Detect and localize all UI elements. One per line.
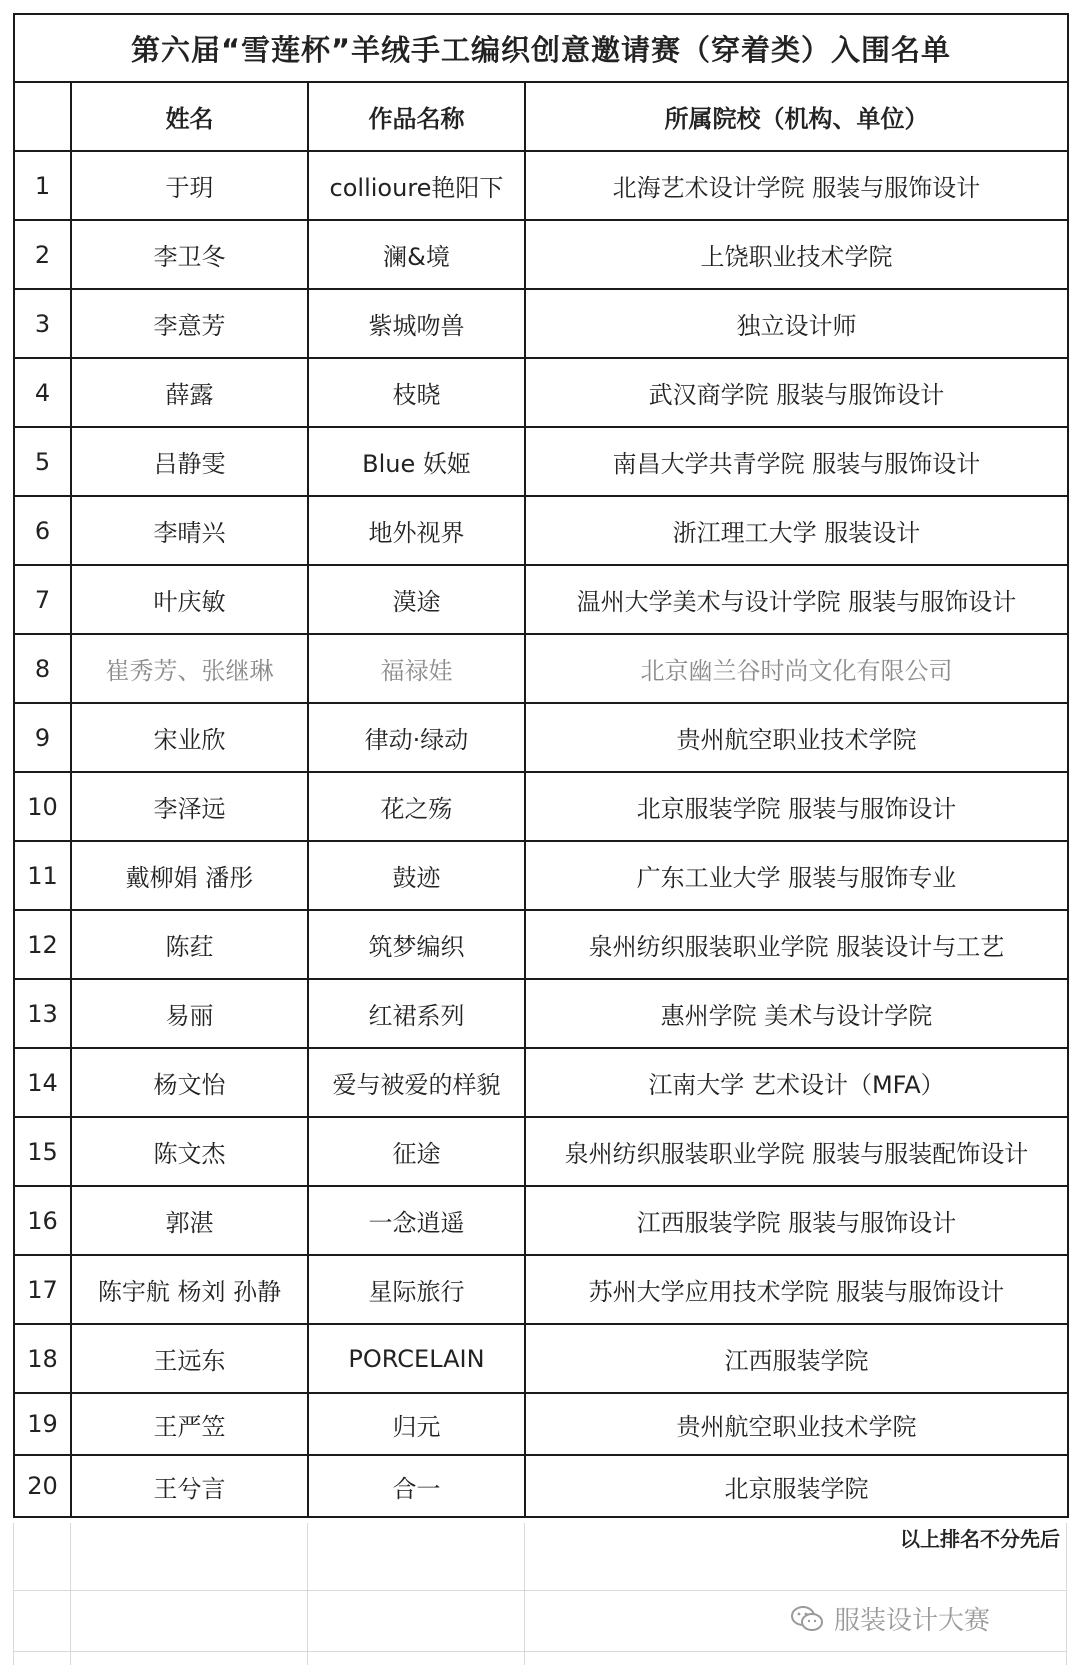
cell-school: 苏州大学应用技术学院 服装与服饰设计	[525, 1255, 1068, 1324]
table-row	[14, 1324, 1068, 1393]
cell-school: 江西服装学院	[525, 1324, 1068, 1393]
cell-work: 福禄娃	[308, 634, 525, 703]
table-row	[14, 703, 1068, 772]
table-row	[14, 841, 1068, 910]
table-row	[14, 1455, 1068, 1517]
cell-work: 归元	[308, 1393, 525, 1455]
table-row	[14, 910, 1068, 979]
cell-name: 宋业欣	[71, 703, 308, 772]
table-row	[14, 1393, 1068, 1455]
cell-school: 广东工业大学 服装与服饰专业	[525, 841, 1068, 910]
cell-index: 10	[14, 772, 71, 841]
table-row	[14, 565, 1068, 634]
cell-school: 温州大学美术与设计学院 服装与服饰设计	[525, 565, 1068, 634]
cell-name: 叶庆敏	[71, 565, 308, 634]
cell-index: 2	[14, 220, 71, 289]
sheet-gridline	[524, 1523, 525, 1665]
cell-work: 红裙系列	[308, 979, 525, 1048]
cell-work: 一念逍遥	[308, 1186, 525, 1255]
header-index	[14, 82, 71, 151]
cell-school: 上饶职业技术学院	[525, 220, 1068, 289]
cell-name: 崔秀芳、张继琳	[71, 634, 308, 703]
cell-name: 王远东	[71, 1324, 308, 1393]
cell-work: PORCELAIN	[308, 1324, 525, 1393]
cell-index: 3	[14, 289, 71, 358]
cell-index: 8	[14, 634, 71, 703]
cell-work: 澜&境	[308, 220, 525, 289]
cell-work: 爱与被爱的样貌	[308, 1048, 525, 1117]
table-row	[14, 151, 1068, 220]
cell-school: 贵州航空职业技术学院	[525, 1393, 1068, 1455]
cell-index: 15	[14, 1117, 71, 1186]
cell-name: 杨文怡	[71, 1048, 308, 1117]
cell-school: 北海艺术设计学院 服装与服饰设计	[525, 151, 1068, 220]
watermark-text: 服装设计大赛	[833, 1606, 990, 1636]
header-work: 作品名称	[308, 82, 525, 151]
sheet-gridline	[70, 1523, 71, 1665]
cell-index: 19	[14, 1393, 71, 1455]
cell-index: 12	[14, 910, 71, 979]
cell-index: 18	[14, 1324, 71, 1393]
table-row	[14, 1186, 1068, 1255]
cell-index: 1	[14, 151, 71, 220]
cell-index: 17	[14, 1255, 71, 1324]
cell-work: 合一	[308, 1455, 525, 1517]
header-name: 姓名	[71, 82, 308, 151]
cell-work: 枝晓	[308, 358, 525, 427]
cell-name: 戴柳娟 潘彤	[71, 841, 308, 910]
cell-name: 陈宇航 杨刘 孙静	[71, 1255, 308, 1324]
cell-school: 北京幽兰谷时尚文化有限公司	[525, 634, 1068, 703]
cell-school: 江西服装学院 服装与服饰设计	[525, 1186, 1068, 1255]
cell-school: 惠州学院 美术与设计学院	[525, 979, 1068, 1048]
sheet-gridline	[1066, 1523, 1067, 1665]
cell-work: 筑梦编织	[308, 910, 525, 979]
table-row	[14, 289, 1068, 358]
cell-name: 王兮言	[71, 1455, 308, 1517]
wechat-icon	[790, 1605, 824, 1633]
sheet-gridline	[13, 1651, 1067, 1652]
cell-school: 南昌大学共青学院 服装与服饰设计	[525, 427, 1068, 496]
table-row	[14, 1048, 1068, 1117]
cell-school: 江南大学 艺术设计（MFA）	[525, 1048, 1068, 1117]
finalist-table	[13, 13, 1069, 1518]
table-row	[14, 979, 1068, 1048]
cell-index: 5	[14, 427, 71, 496]
cell-work: 星际旅行	[308, 1255, 525, 1324]
table-row	[14, 1117, 1068, 1186]
cell-name: 李泽远	[71, 772, 308, 841]
table-row	[14, 634, 1068, 703]
cell-name: 陈荭	[71, 910, 308, 979]
title-row	[14, 14, 1068, 82]
cell-index: 11	[14, 841, 71, 910]
sheet-gridline	[13, 1523, 14, 1665]
sheet-gridline	[307, 1523, 308, 1665]
header-row	[14, 82, 1068, 151]
cell-school: 泉州纺织服装职业学院 服装设计与工艺	[525, 910, 1068, 979]
watermark	[790, 1600, 990, 1637]
cell-work: 鼓迹	[308, 841, 525, 910]
cell-work: 律动·绿动	[308, 703, 525, 772]
cell-work: collioure艳阳下	[308, 151, 525, 220]
cell-index: 4	[14, 358, 71, 427]
cell-index: 20	[14, 1455, 71, 1517]
cell-index: 16	[14, 1186, 71, 1255]
cell-name: 李意芳	[71, 289, 308, 358]
table-row	[14, 1255, 1068, 1324]
table-row	[14, 220, 1068, 289]
table-row	[14, 427, 1068, 496]
cell-name: 李卫冬	[71, 220, 308, 289]
table-row	[14, 772, 1068, 841]
cell-school: 独立设计师	[525, 289, 1068, 358]
cell-index: 13	[14, 979, 71, 1048]
table-row	[14, 358, 1068, 427]
cell-school: 浙江理工大学 服装设计	[525, 496, 1068, 565]
cell-school: 武汉商学院 服装与服饰设计	[525, 358, 1068, 427]
cell-name: 吕静雯	[71, 427, 308, 496]
table-row	[14, 496, 1068, 565]
cell-index: 14	[14, 1048, 71, 1117]
cell-name: 薛露	[71, 358, 308, 427]
cell-work: Blue 妖姬	[308, 427, 525, 496]
footnote: 以上排名不分先后	[900, 1527, 1060, 1551]
cell-name: 易丽	[71, 979, 308, 1048]
cell-name: 王严笠	[71, 1393, 308, 1455]
cell-index: 9	[14, 703, 71, 772]
cell-name: 李晴兴	[71, 496, 308, 565]
cell-work: 漠途	[308, 565, 525, 634]
cell-school: 北京服装学院	[525, 1455, 1068, 1517]
cell-school: 泉州纺织服装职业学院 服装与服装配饰设计	[525, 1117, 1068, 1186]
cell-name: 郭湛	[71, 1186, 308, 1255]
cell-index: 6	[14, 496, 71, 565]
sheet-gridline	[13, 1590, 1067, 1591]
cell-name: 陈文杰	[71, 1117, 308, 1186]
cell-school: 贵州航空职业技术学院	[525, 703, 1068, 772]
header-school: 所属院校（机构、单位）	[525, 82, 1068, 151]
cell-work: 地外视界	[308, 496, 525, 565]
cell-school: 北京服装学院 服装与服饰设计	[525, 772, 1068, 841]
cell-work: 紫城吻兽	[308, 289, 525, 358]
cell-work: 征途	[308, 1117, 525, 1186]
cell-work: 花之殇	[308, 772, 525, 841]
cell-index: 7	[14, 565, 71, 634]
cell-name: 于玥	[71, 151, 308, 220]
table-title: 第六届“雪莲杯”羊绒手工编织创意邀请赛（穿着类）入围名单	[14, 14, 1068, 82]
